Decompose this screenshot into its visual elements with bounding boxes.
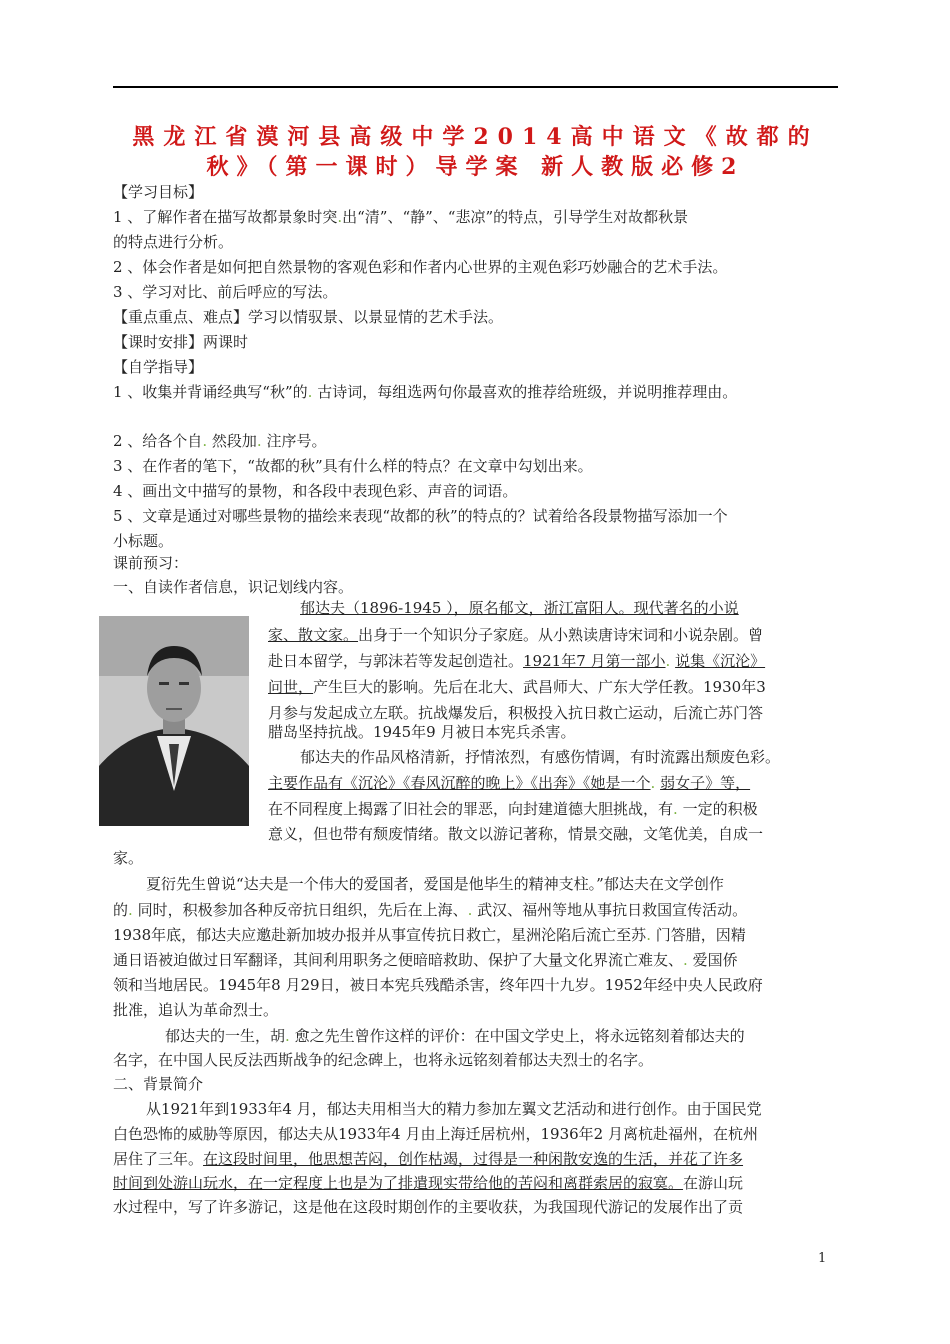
xia-line-3: 1938年底，郁达夫应邀赴新加坡办报并从事宣传抗日救亡，星洲沦陷后流亡至苏. 门答腊，因精 bbox=[113, 926, 746, 944]
title-line-2: 秋》（第一课时）导学案 新人教版必修2 bbox=[206, 154, 745, 180]
self-study-5: 5 、文章是通过对哪些景物的描绘来表现“故都的秋”的特点的？试着给各段景物描写添加一个 bbox=[113, 507, 728, 525]
objectives-heading: 【学习目标】 bbox=[113, 183, 204, 201]
style-line-1: 郁达夫的作品风格清新，抒情浓烈，有感伤情调，有时流露出颓废色彩。 bbox=[300, 748, 781, 766]
self-study-1: 1 、收集并背诵经典写“秋”的. 古诗词，每组选两句你最喜欢的推荐给班级，并说明推荐理由。 bbox=[113, 383, 738, 401]
preview-heading: 课前预习： bbox=[113, 554, 189, 572]
xia-line-4: 通日语被迫做过日军翻译，其间利用职务之便暗暗救助、保护了大量文化界流亡难友、. 爱国侨 bbox=[113, 951, 738, 969]
document-title bbox=[113, 122, 838, 182]
key-points: 【重点重点、难点】学习以情驭景、以景显情的艺术手法。 bbox=[113, 308, 504, 326]
style-line-4: 意义，但也带有颓废情绪。散文以游记著称，情景交融，文笔优美，自成一 bbox=[268, 825, 764, 843]
bio-line-3: 赴日本留学，与郭沫若等发起创造社。1921年7 月第一部小. 说集《沉沦》 bbox=[268, 652, 766, 670]
style-line-3: 在不同程度上揭露了旧社会的罪恶，向封建道德大胆挑战，有. 一定的积极 bbox=[268, 800, 758, 818]
objective-2: 2 、体会作者是如何把自然景物的客观色彩和作者内心世界的主观色彩巧妙融合的艺术手法。 bbox=[113, 258, 728, 276]
bio-line-2: 家、散文家。出身于一个知识分子家庭。从小熟读唐诗宋词和小说杂剧。曾 bbox=[268, 626, 764, 644]
bio-line-6: 腊岛坚持抗战。1945年9 月被日本宪兵杀害。 bbox=[268, 723, 576, 741]
self-study-5-cont: 小标题。 bbox=[113, 532, 174, 550]
style-line-5: 家。 bbox=[113, 849, 144, 867]
author-photo bbox=[99, 616, 249, 826]
self-study-3: 3 、在作者的笔下，“故都的秋”具有什么样的特点？在文章中勾划出来。 bbox=[113, 457, 593, 475]
background-line-1: 从1921年到1933年4 月，郁达夫用相当大的精力参加左翼文艺活动和进行创作。由于国民党 bbox=[146, 1100, 762, 1118]
section-1-heading: 一、自读作者信息，识记划线内容。 bbox=[113, 578, 354, 596]
schedule: 【课时安排】两课时 bbox=[113, 333, 249, 351]
self-study-heading: 【自学指导】 bbox=[113, 358, 204, 376]
self-study-4: 4 、画出文中描写的景物，和各段中表现色彩、声音的词语。 bbox=[113, 482, 518, 500]
hu-line-2: 名字，在中国人民反法西斯战争的纪念碑上，也将永远铭刻着郁达夫烈士的名字。 bbox=[113, 1051, 654, 1069]
xia-line-1: 夏衍先生曾说“达夫是一个伟大的爱国者，爱国是他毕生的精神支柱。”郁达夫在文学创作 bbox=[146, 875, 724, 893]
bio-line-5: 月参与发起成立左联。抗战爆发后，积极投入抗日救亡运动，后流亡苏门答 bbox=[268, 704, 764, 722]
hu-line-1: 郁达夫的一生，胡. 愈之先生曾作这样的评价：在中国文学史上，将永远铭刻着郁达夫的 bbox=[165, 1027, 745, 1045]
bio-line-4: 问世，产生巨大的影响。先后在北大、武昌师大、广东大学任教。1930年3 bbox=[268, 678, 766, 696]
xia-line-5: 领和当地居民。1945年8 月29日，被日本宪兵残酷杀害，终年四十九岁。1952年经中央人民政府 bbox=[113, 976, 763, 994]
header-rule bbox=[113, 86, 838, 88]
background-line-5: 水过程中，写了许多游记，这是他在这段时期创作的主要收获，为我国现代游记的发展作出了贡 bbox=[113, 1198, 744, 1216]
section-2-heading: 二、背景简介 bbox=[113, 1075, 204, 1093]
bio-line-1: 郁达夫（1896-1945 ），原名郁文，浙江富阳人。现代著名的小说 bbox=[300, 599, 739, 617]
self-study-2: 2 、给各个自. 然段加. 注序号。 bbox=[113, 432, 327, 450]
background-line-4: 时间到处游山玩水，在一定程度上也是为了排遣现实带给他的苦闷和离群索居的寂寞。在游山玩 bbox=[113, 1174, 744, 1192]
objective-3: 3 、学习对比、前后呼应的写法。 bbox=[113, 283, 338, 301]
page-number: 1 bbox=[818, 1251, 827, 1266]
objective-1: 1 、了解作者在描写故都景象时突.出“清”、“静”、“悲凉”的特点，引导学生对故都秋景 bbox=[113, 208, 689, 226]
objective-1-cont: 的特点进行分析。 bbox=[113, 233, 234, 251]
background-line-2: 白色恐怖的威胁等原因，郁达夫从1933年4 月由上海迁居杭州，1936年2 月离杭赴福州，在杭州 bbox=[113, 1125, 758, 1143]
xia-line-6: 批准，追认为革命烈士。 bbox=[113, 1001, 279, 1019]
background-line-3: 居住了三年。在这段时间里，他思想苦闷，创作枯竭，过得是一种闲散安逸的生活，并花了许多 bbox=[113, 1150, 744, 1168]
style-line-2: 主要作品有《沉沦》《春风沉醉的晚上》《出奔》《她是一个. 弱女子》等， bbox=[268, 774, 751, 792]
xia-line-2: 的. 同时，积极参加各种反帝抗日组织，先后在上海、. 武汉、福州等地从事抗日救国宣传活动。 bbox=[113, 901, 748, 919]
title-line-1: 黑龙江省漠河县高级中学2014高中语文《故都的 bbox=[132, 124, 819, 150]
